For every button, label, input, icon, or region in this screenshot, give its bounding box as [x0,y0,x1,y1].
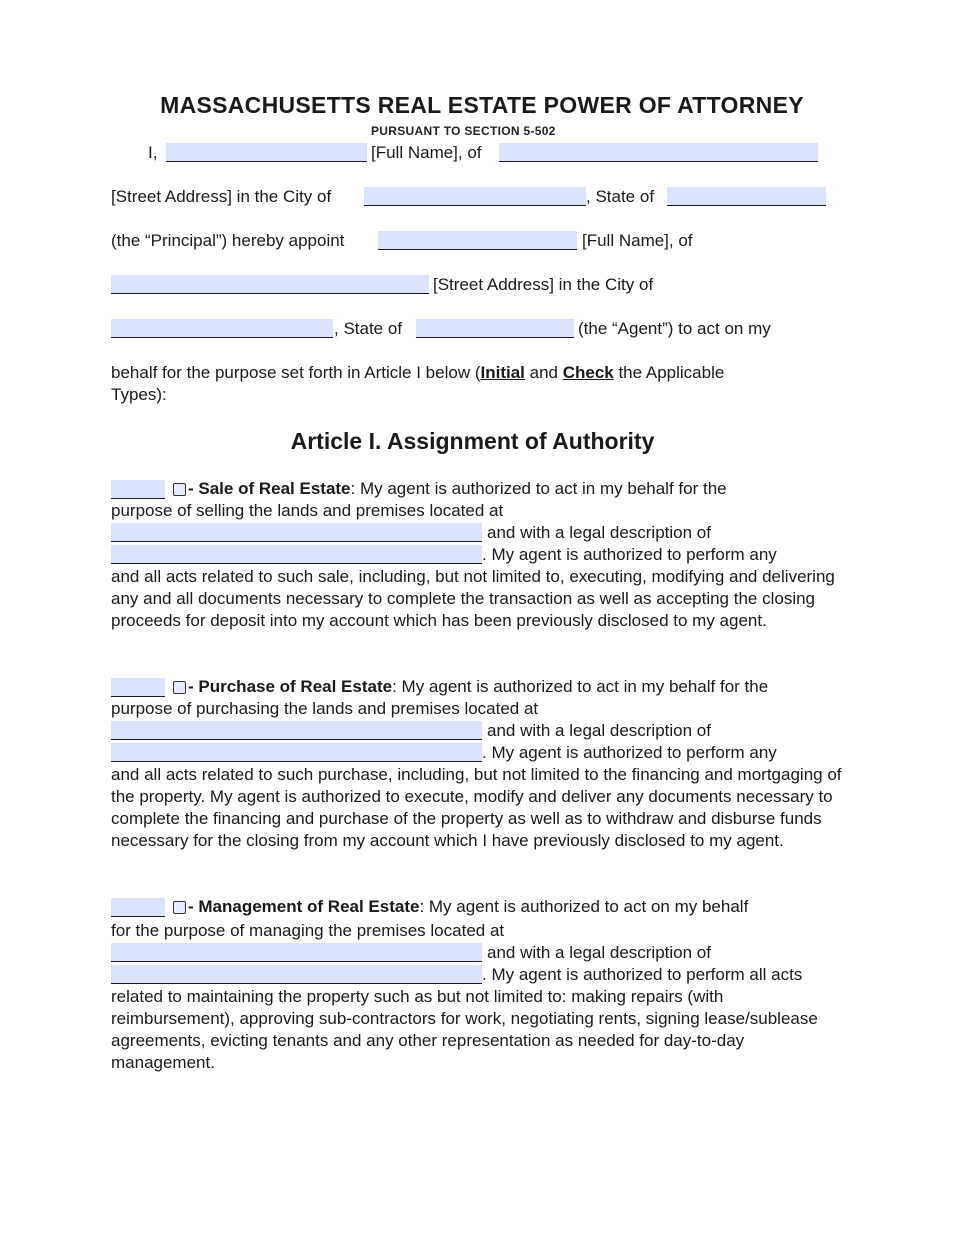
purchase-line4: . My agent is authorized to perform any [482,743,777,762]
purchase-line2: purpose of purchasing the lands and premises located at [111,699,539,718]
management-dash: - [188,897,199,916]
purchase-legal-description-field[interactable] [111,743,482,762]
purchase-title: Purchase of Real Estate [198,677,393,696]
sale-initial-field[interactable] [111,480,165,499]
agent-name-field[interactable] [378,231,577,250]
agent-city-field[interactable] [111,319,333,338]
sale-line3: and with a legal description of [487,523,711,542]
management-line2: for the purpose of managing the premises located at [111,921,505,940]
agent-act-label: (the “Agent”) to act on my [578,319,771,338]
purpose-text: behalf for the purpose set forth in Article I below ( [111,363,481,382]
purchase-line3: and with a legal description of [487,721,711,740]
purchase-initial-field[interactable] [111,678,165,697]
management-line3: and with a legal description of [487,943,711,962]
purchase-line1: : My agent is authorized to act in my behalf for the [392,677,769,696]
management-body: related to maintaining the property such as but not limited to: making repairs (with reimbursement), approving sub-contractors for work, negotiating rents, signing lease/sublease agreements, evicting tenants and any other representation as needed for day-to-day management. [111,987,818,1072]
street-city-label: [Street Address] in the City of [111,187,332,206]
sale-line4: . My agent is authorized to perform any [482,545,777,564]
management-checkbox[interactable] [173,901,186,914]
and-word: and [524,363,563,382]
agent-state-field[interactable] [416,319,574,338]
agent-street-address-field[interactable] [111,275,429,294]
principal-city-field[interactable] [364,187,586,206]
purpose-line [111,362,724,384]
agent-street-city-label: [Street Address] in the City of [433,275,654,294]
purchase-body: and all acts related to such purchase, including, but not limited to the financing and mortgaging of the property. My agent is authorized to execute, modify and deliver any documents necessary to complete the financing and purchase of the property as well as to withdraw and disburse funds necessary for the closing from my account which I have previously disclosed to my agent. [111,765,842,850]
full-name-of-label: [Full Name], of [371,143,482,162]
sale-legal-description-field[interactable] [111,545,482,564]
management-initial-field[interactable] [111,898,165,917]
sale-line2: purpose of selling the lands and premises located at [111,501,504,520]
article-heading: Article I. Assignment of Authority [290,428,655,454]
agent-state-of-label: , State of [334,319,403,338]
initial-word: Initial [480,363,525,382]
management-location-field[interactable] [111,943,482,962]
sale-heading-line [188,478,727,500]
management-line4: . My agent is authorized to perform all acts [482,965,803,984]
principal-street-address-field[interactable] [499,143,818,162]
management-legal-description-field[interactable] [111,965,482,984]
management-title: Management of Real Estate [198,897,420,916]
document-title: MASSACHUSETTS REAL ESTATE POWER OF ATTORNEY [160,92,804,118]
applicable-text: the Applicable [613,363,725,382]
purchase-heading-line [188,676,768,698]
sale-location-field[interactable] [111,523,482,542]
state-of-label: , State of [586,187,655,206]
principal-state-field[interactable] [667,187,826,206]
principal-appoint-label: (the “Principal”) hereby appoint [111,231,345,250]
check-word: Check [562,363,614,382]
purchase-location-field[interactable] [111,721,482,740]
principal-name-field[interactable] [166,143,367,162]
purchase-dash: - [188,677,199,696]
sale-line1: : My agent is authorized to act in my behalf for the [350,479,727,498]
types-label: Types): [111,385,167,404]
sale-checkbox[interactable] [173,483,186,496]
sale-dash: - [188,479,199,498]
document-subtitle: PURSUANT TO SECTION 5-502 [371,124,556,138]
purchase-checkbox[interactable] [173,681,186,694]
management-heading-line [188,896,748,918]
intro-i-label: I, [148,143,158,162]
agent-full-name-of-label: [Full Name], of [582,231,693,250]
sale-title: Sale of Real Estate [198,479,351,498]
sale-body: and all acts related to such sale, including, but not limited to, executing, modifying and delivering any and all documents necessary to complete the transaction as well as accepting the closing proceeds for deposit into my account which has been previously disclosed to my agent. [111,567,835,630]
management-line1: : My agent is authorized to act on my behalf [419,897,749,916]
